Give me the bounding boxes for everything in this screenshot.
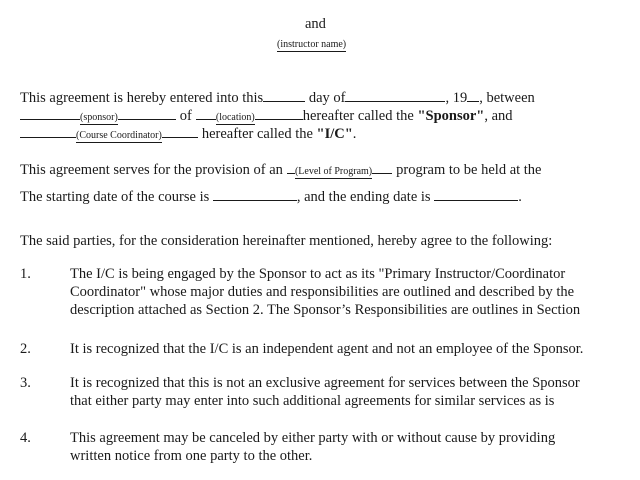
level-blank[interactable] (372, 161, 392, 174)
level-of-program-label: (Level of Program) (294, 166, 373, 177)
agreement-line-3 (20, 125, 356, 143)
location-blank[interactable] (255, 107, 303, 120)
year-blank[interactable] (467, 89, 479, 102)
item-3-line-1: It is recognized that this is not an exclusive agreement for services between the Sponsor (70, 375, 580, 391)
and-text: and (305, 16, 326, 32)
item-2-number: 2. (20, 341, 31, 357)
item-1-number: 1. (20, 266, 31, 282)
between-text: , between (479, 90, 535, 106)
hereafter-sponsor-text: hereafter called the (302, 108, 418, 124)
instructor-name-field-label: (instructor name) (277, 39, 347, 50)
location-blank-lead[interactable] (196, 107, 216, 120)
provision-text: This agreement serves for the provision of an (20, 162, 283, 178)
ending-date-blank[interactable] (434, 188, 518, 201)
month-blank[interactable] (345, 89, 445, 102)
starting-date-text: The starting date of the course is (20, 189, 210, 205)
coordinator-blank[interactable] (162, 125, 198, 138)
item-4-line-2: written notice from one party to the other. (70, 448, 313, 464)
ic-bold-text: "I/C" (316, 126, 353, 142)
day-blank[interactable] (263, 89, 305, 102)
item-1-line-2: Coordinator" whose major duties and responsibilities are outlined and described by the (70, 284, 575, 300)
parties-intro: The said parties, for the consideration hereinafter mentioned, hereby agree to the following: (20, 233, 553, 249)
sponsor-blank[interactable] (118, 107, 176, 120)
agreement-line-2 (20, 107, 513, 125)
location-label: (location) (215, 112, 255, 123)
instructor-name-label (277, 39, 346, 52)
ending-date-text: , and the ending date is (296, 189, 431, 205)
starting-date-blank[interactable] (213, 188, 297, 201)
ending-period-text: . (518, 189, 522, 205)
agreement-line-1 (20, 89, 535, 107)
item-3-number: 3. (20, 375, 31, 391)
day-of-text: day of (308, 90, 346, 106)
item-1-line-1: The I/C is being engaged by the Sponsor to act as its "Primary Instructor/Coordinator (70, 266, 566, 282)
coordinator-label: (Course Coordinator) (76, 130, 162, 141)
program-held-text: program to be held at the (396, 162, 542, 178)
item-4-number: 4. (20, 430, 31, 446)
item-2-line-1: It is recognized that the I/C is an independent agent and not an employee of the Sponsor. (70, 341, 584, 357)
item-4-line-1: This agreement may be canceled by either party with or without cause by providing (70, 430, 556, 446)
and-suffix-text: , and (484, 108, 513, 124)
provision-line-2 (20, 188, 522, 206)
year-prefix-text: , 19 (445, 90, 468, 106)
agreement-intro-text: This agreement is hereby entered into this (20, 90, 264, 106)
hereafter-ic-text: hereafter called the (201, 126, 317, 142)
coordinator-blank-lead[interactable] (20, 125, 76, 138)
sponsor-blank-lead[interactable] (20, 107, 80, 120)
item-3-line-2: that either party may enter into such additional agreements for similar services as is (70, 393, 555, 409)
sponsor-label: (sponsor) (80, 112, 118, 123)
ic-period-text: . (352, 126, 357, 142)
sponsor-bold-text: "Sponsor" (417, 108, 485, 124)
level-blank-lead[interactable] (287, 161, 295, 174)
item-1-line-3: description attached as Section 2. The Sponsor’s Responsibilities are outlines in Section (70, 302, 581, 318)
of-text: of (179, 108, 192, 124)
provision-line-1 (20, 161, 542, 179)
